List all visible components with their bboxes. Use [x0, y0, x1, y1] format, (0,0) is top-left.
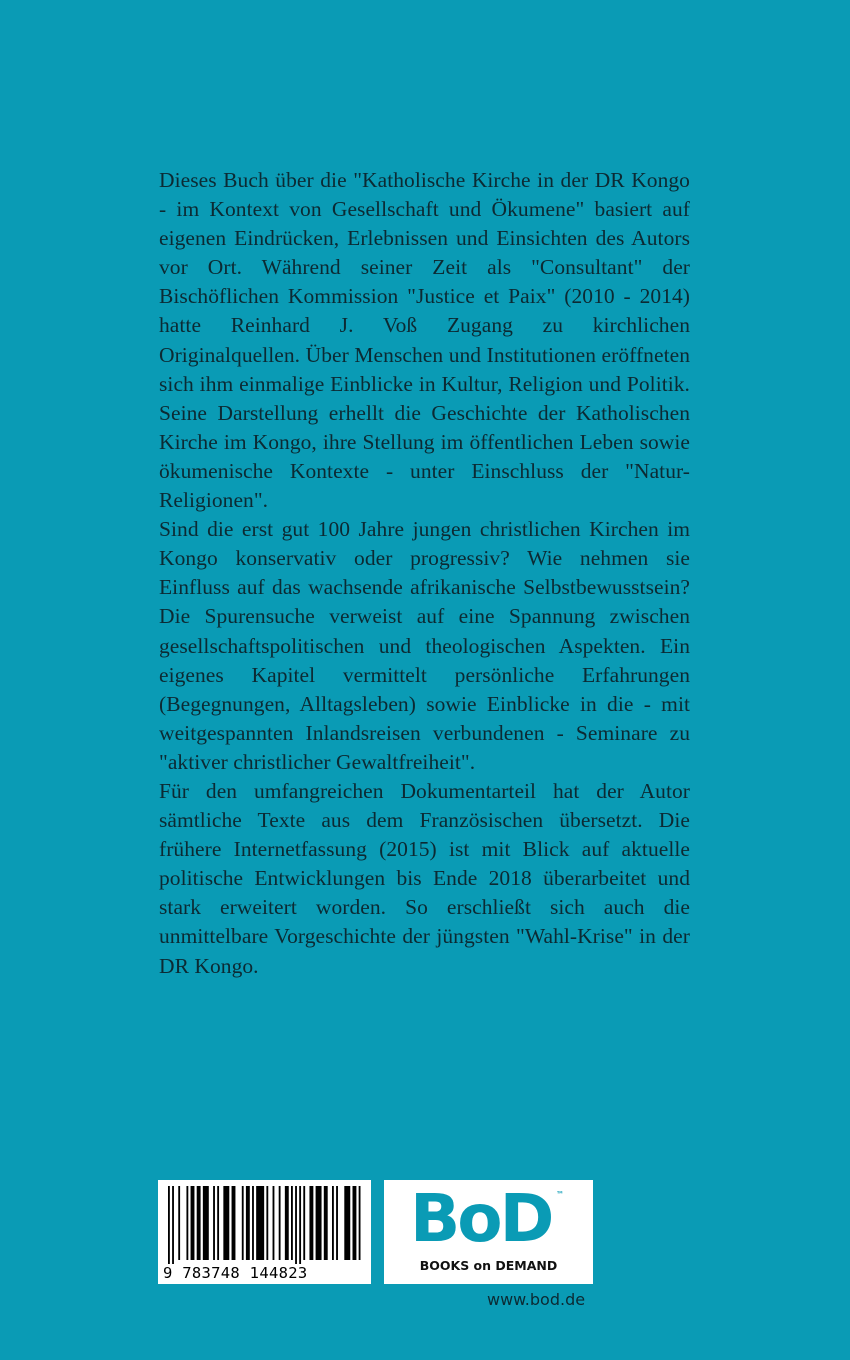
publisher-tagline: BOOKS on DEMAND	[419, 1258, 558, 1273]
blurb-paragraph-2: Sind die erst gut 100 Jahre jungen christlichen Kirchen im Kongo konservativ oder progressiv? Wie nehmen sie Einfluss auf das wachsende afrikanische Selbstbewusstsein? Die Spurensuche verweist auf eine Spannung zwischen gesellschaftspolitischen und theologischen Aspekten. Ein eigenes Kapitel vermittelt persönliche Erfahrungen (Begegnungen, Alltagsleben) sowie Einblicke in die - mit weitgespannten Inlandsreisen verbundenen - Seminare zu "aktiver christlicher Gewaltfreiheit".	[159, 517, 690, 774]
isbn-number: 9 783748 144823	[163, 1264, 308, 1282]
barcode-bar	[172, 1186, 174, 1268]
barcode-bar	[344, 1186, 350, 1260]
blurb-paragraph-1: Dieses Buch über die "Katholische Kirche in der DR Kongo - im Kontext von Gesellschaft und Ökumene" basiert auf eigenen Eindrücken, Erlebnissen und Einsichten des Autors vor Ort. Während seiner Zeit als "Consultant" der Bischöflichen Kommission "Justice et Paix" (2010 - 2014) hatte Reinhard J. Voß Zugang zu kirchlichen Originalquellen. Über Menschen und Institutionen eröffneten sich ihm einmalige Einblicke in Kultur, Religion und Politik. Seine Darstellung erhellt die Geschichte der Katholischen Kirche im Kongo, ihre Stellung im öffentlichen Leben sowie ökumenische Kontexte - unter Einschluss der "Natur-Religionen".	[159, 168, 690, 513]
barcode-bar	[285, 1186, 289, 1260]
publisher-website: www.bod.de	[487, 1290, 586, 1309]
barcode-bar	[266, 1186, 268, 1260]
barcode-bar	[213, 1186, 215, 1260]
barcode-bar	[299, 1186, 301, 1268]
barcode-bar	[324, 1186, 328, 1260]
barcode-bar	[303, 1186, 305, 1260]
barcode-bar	[309, 1186, 313, 1260]
barcode-bar	[178, 1186, 180, 1260]
barcode-bar	[232, 1186, 236, 1260]
barcode-bar	[336, 1186, 338, 1260]
barcode-bar	[279, 1186, 281, 1260]
barcode-bar	[168, 1186, 170, 1268]
barcode-bar	[191, 1186, 195, 1260]
barcode-bar	[186, 1186, 188, 1260]
barcode-bar	[291, 1186, 293, 1260]
bod-logo-text: BoD	[410, 1180, 552, 1257]
barcode-bar	[353, 1186, 357, 1260]
trademark-symbol: ™	[556, 1190, 564, 1199]
barcode-bar	[246, 1186, 250, 1260]
barcode-bar	[332, 1186, 334, 1260]
barcode-bar	[316, 1186, 322, 1260]
blurb-text	[159, 166, 690, 981]
isbn-barcode	[158, 1180, 371, 1284]
barcode-bar	[256, 1186, 264, 1260]
barcode-bar	[197, 1186, 201, 1260]
barcode-bar	[359, 1186, 361, 1260]
blurb-paragraph-3: Für den umfangreichen Dokumentarteil hat der Autor sämtliche Texte aus dem Französischen übersetzt. Die frühere Internetfassung (2015) ist mit Blick auf aktuelle politische Entwicklungen bis Ende 2018 überarbeitet und stark erweitert worden. So erschließt sich auch die unmittelbare Vorgeschichte der jüngsten "Wahl-Krise" in der DR Kongo.	[159, 778, 690, 978]
barcode-bar	[242, 1186, 244, 1260]
barcode-bar	[217, 1186, 219, 1260]
barcode-bar	[203, 1186, 209, 1260]
barcode-bar	[252, 1186, 254, 1260]
barcode-bars	[166, 1186, 363, 1268]
publisher-logo	[384, 1180, 593, 1284]
barcode-bar	[295, 1186, 297, 1268]
barcode-bar	[223, 1186, 229, 1260]
barcode-bar	[273, 1186, 275, 1260]
